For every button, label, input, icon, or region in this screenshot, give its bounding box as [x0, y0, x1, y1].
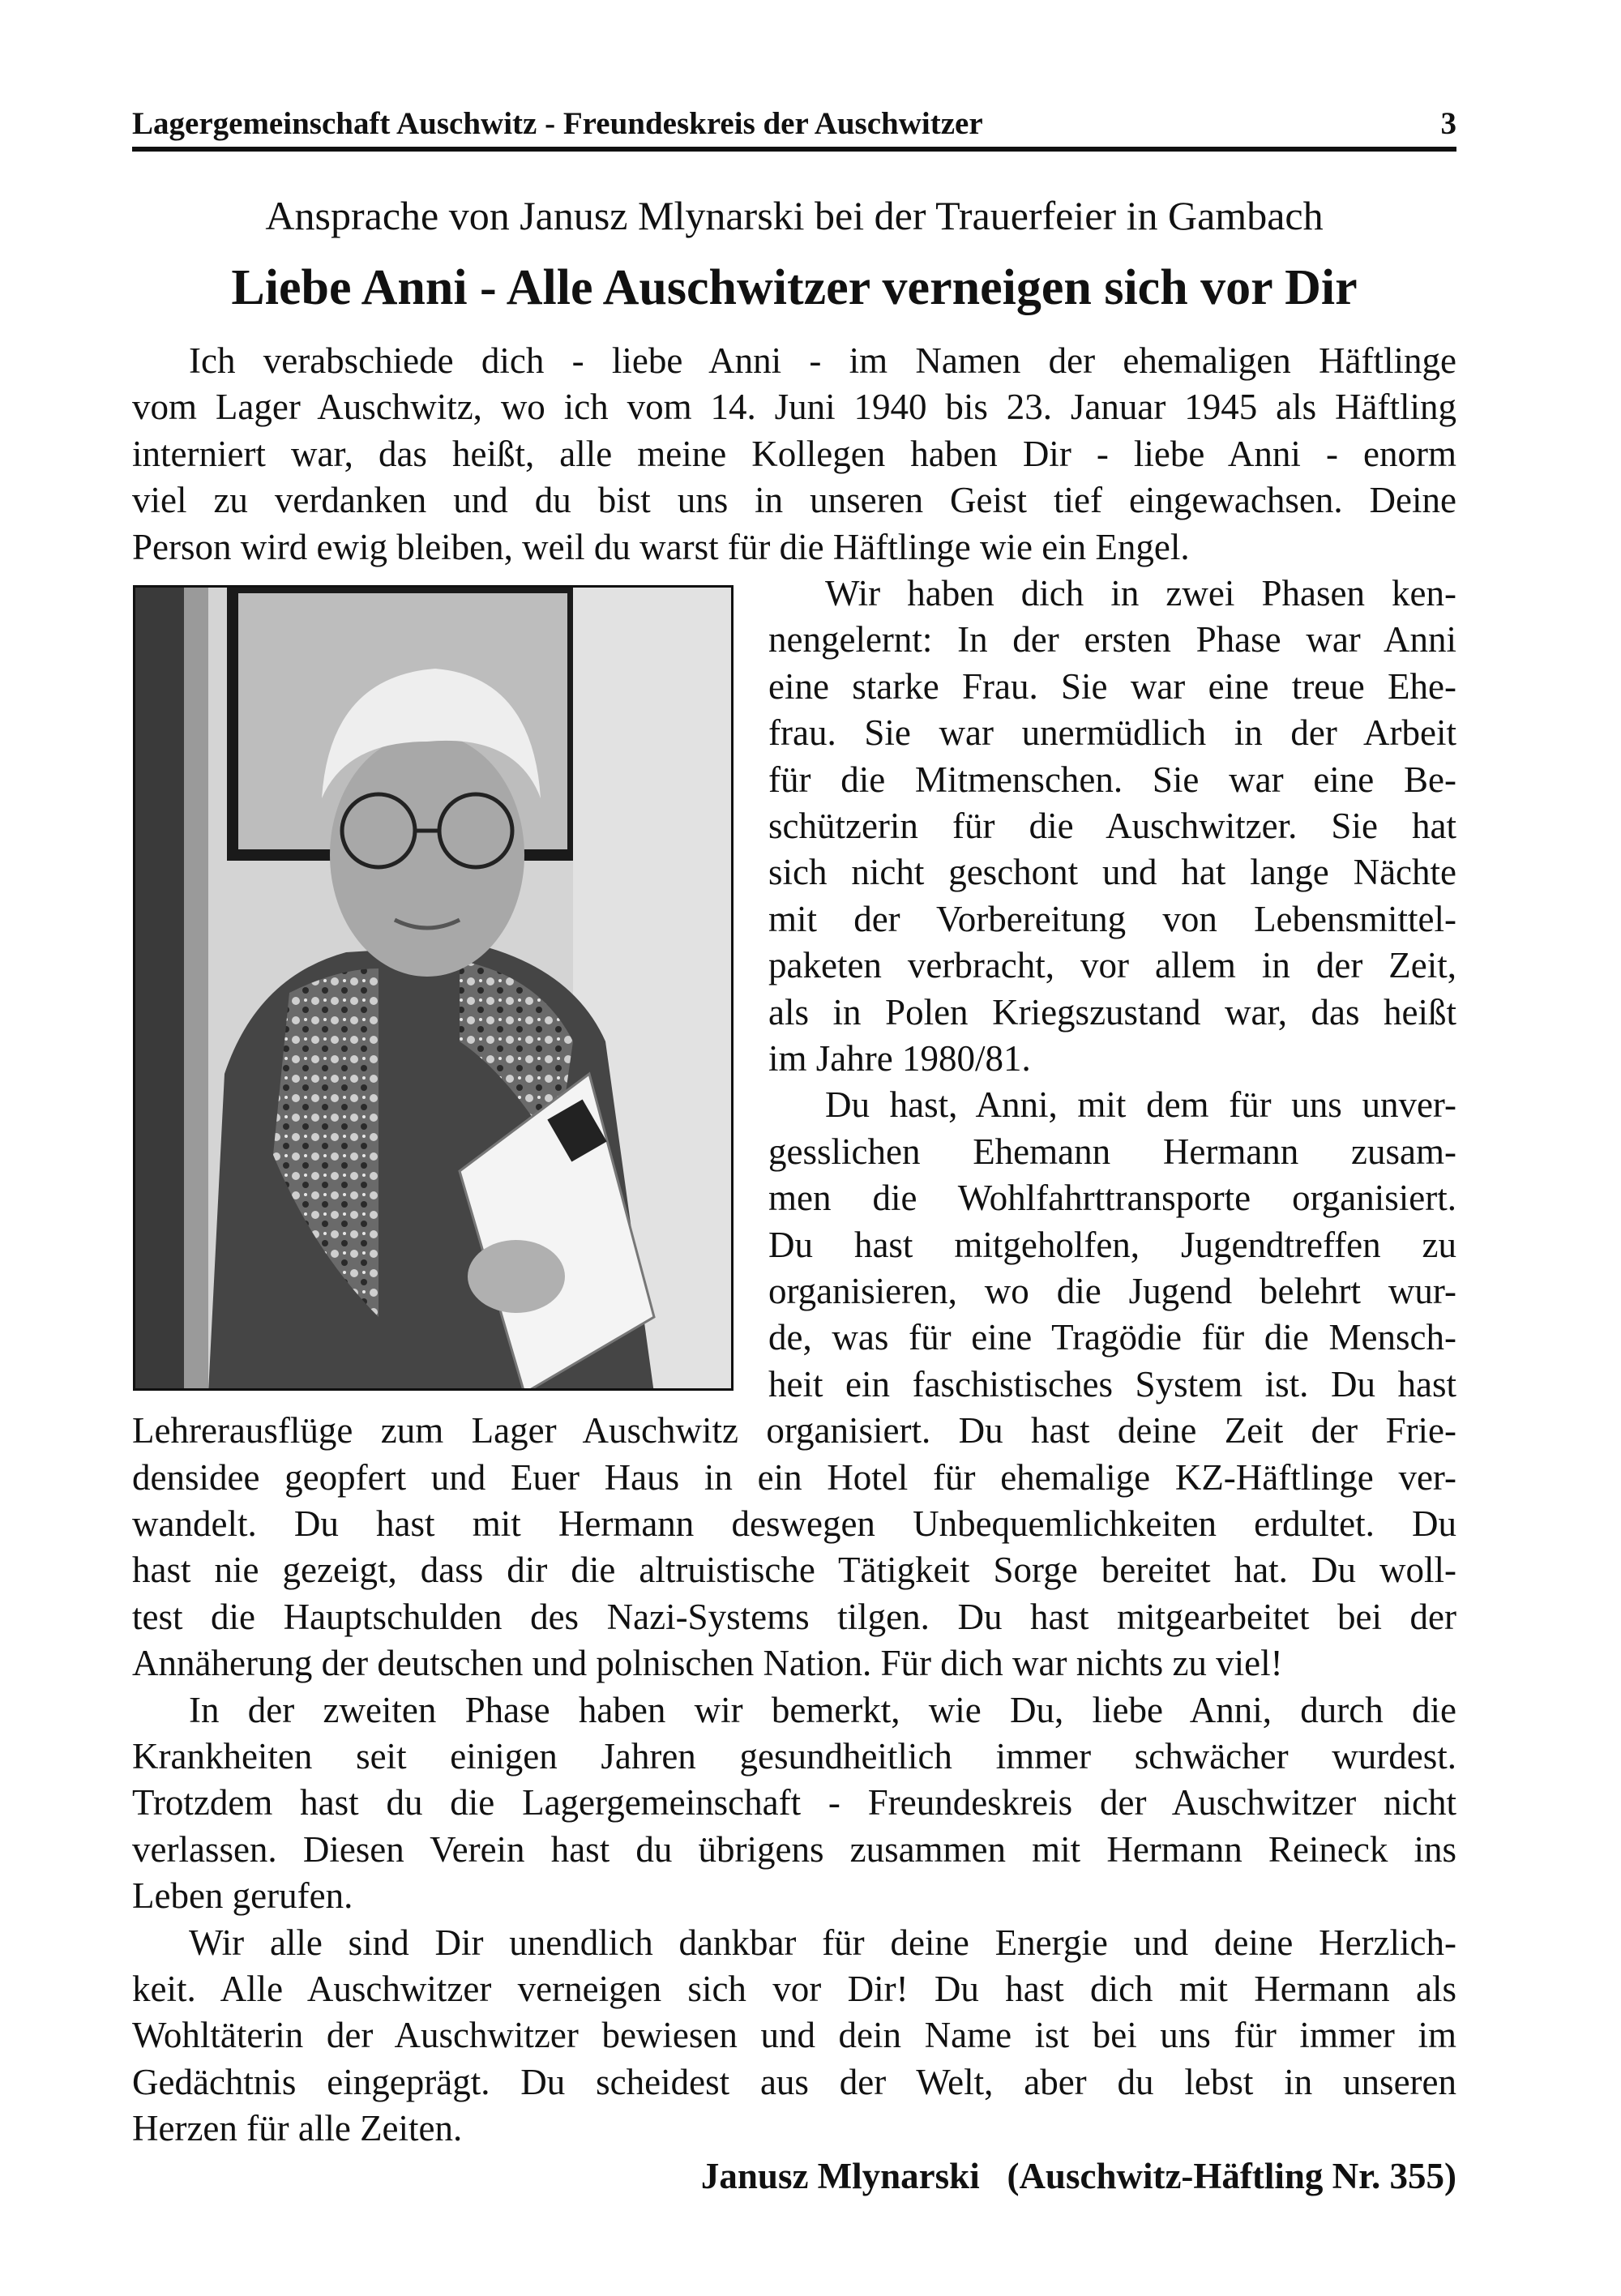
body-line: men die Wohlfahrttransporte organisiert. — [768, 1178, 1456, 1219]
body-line: Herzen für alle Zeiten. — [132, 2108, 463, 2149]
header-rule — [132, 147, 1456, 152]
body-line: für die Mitmenschen. Sie war eine Be- — [768, 759, 1456, 800]
running-title: Lagergemeinschaft Auschwitz - Freundeskreis der Auschwitzer — [132, 106, 983, 141]
signature-name: Janusz Mlynarski — [700, 2156, 980, 2196]
body-line: densidee geopfert und Euer Haus in ein Hotel für ehemalige KZ-Häftlinge ver- — [132, 1456, 1456, 1498]
body-line: verlassen. Diesen Verein hast du übrigens zusammen mit Hermann Reineck ins — [132, 1828, 1456, 1870]
body-line: paketen verbracht, vor allem in der Zeit, — [768, 945, 1456, 986]
body-line: In der zweiten Phase haben wir bemerkt, wie Du, liebe Anni, durch die — [189, 1689, 1456, 1730]
body-line: nengelernt: In der ersten Phase war Anni — [768, 619, 1456, 661]
body-line: heit ein faschistisches System ist. Du hast — [768, 1363, 1456, 1405]
body-line: schützerin für die Auschwitzer. Sie hat — [768, 806, 1456, 846]
body-line: Person wird ewig bleiben, weil du warst für die Häftlinge wie ein Engel. — [132, 526, 1190, 567]
body-line: hast nie gezeigt, dass dir die altruistische Tätigkeit Sorge bereitet hat. Du woll- — [132, 1550, 1456, 1591]
running-header — [132, 104, 1456, 144]
body-line: Trotzdem hast du die Lagergemeinschaft - Freundeskreis der Auschwitzer nicht — [132, 1782, 1456, 1824]
body-line: viel zu verdanken und du bist uns in unseren Geist tief eingewachsen. Deine — [132, 480, 1456, 521]
body-line: gesslichen Ehemann Hermann zusam- — [768, 1131, 1456, 1172]
body-line: Du hast mitgeholfen, Jugendtreffen zu — [768, 1224, 1456, 1265]
portrait-photo — [133, 585, 734, 1391]
body-line: Leben gerufen. — [132, 1875, 353, 1917]
body-line: eine starke Frau. Sie war eine treue Ehe- — [768, 665, 1456, 707]
body-line: im Jahre 1980/81. — [768, 1038, 1031, 1079]
body-line: sich nicht geschont und hat lange Nächte — [768, 852, 1456, 893]
body-line: Gedächtnis eingeprägt. Du scheidest aus der Welt, aber du lebst in unseren — [132, 2061, 1456, 2102]
body-line: als in Polen Kriegszustand war, das heißt — [768, 991, 1456, 1033]
body-line: Ich verabschiede dich - liebe Anni - im Namen der ehemaligen Häftlinge — [189, 340, 1456, 381]
body-line: interniert war, das heißt, alle meine Kollegen haben Dir - liebe Anni - enorm — [132, 433, 1456, 474]
body-line: wandelt. Du hast mit Hermann deswegen Unbequemlichkeiten erdultet. Du — [132, 1503, 1456, 1544]
body-line: frau. Sie war unermüdlich in der Arbeit — [768, 712, 1456, 754]
body-line: vom Lager Auschwitz, wo ich vom 14. Juni 1940 bis 23. Januar 1945 als Häftling — [132, 387, 1456, 428]
body-line: Du hast, Anni, mit dem für uns unver- — [825, 1084, 1456, 1126]
body-line: Lehrerausflüge zum Lager Auschwitz organisiert. Du hast deine Zeit der Frie- — [132, 1410, 1456, 1452]
body-line: keit. Alle Auschwitzer verneigen sich vor Dir! Du hast dich mit Hermann als — [132, 1969, 1456, 2009]
body-line: mit der Vorbereitung von Lebensmittel- — [768, 898, 1456, 939]
page-number: 3 — [1440, 106, 1456, 141]
body-line: de, was für eine Tragödie für die Mensch- — [768, 1317, 1456, 1358]
body-line: test die Hauptschulden des Nazi-Systems tilgen. Du hast mitgearbeitet bei der — [132, 1596, 1456, 1637]
article-subtitle: Ansprache von Janusz Mlynarski bei der Trauerfeier in Gambach — [265, 193, 1324, 238]
portrait-image — [135, 588, 734, 1391]
article-title: Liebe Anni - Alle Auschwitzer verneigen sich vor Dir — [231, 260, 1358, 315]
signature — [701, 2153, 1456, 2200]
signature-note: (Auschwitz-Häftling Nr. 355) — [1007, 2156, 1456, 2196]
body-line: Wir alle sind Dir unendlich dankbar für deine Energie und deine Herzlich- — [189, 1922, 1456, 1963]
body-line: Wohltäterin der Auschwitzer bewiesen und dein Name ist bei uns für immer im — [132, 2015, 1456, 2056]
body-line: Wir haben dich in zwei Phasen ken- — [825, 573, 1456, 614]
body-line: Krankheiten seit einigen Jahren gesundheitlich immer schwächer wurdest. — [132, 1736, 1456, 1777]
body-line: organisieren, wo die Jugend belehrt wur- — [768, 1271, 1456, 1311]
body-line: Annäherung der deutschen und polnischen Nation. Für dich war nichts zu viel! — [132, 1643, 1283, 1684]
